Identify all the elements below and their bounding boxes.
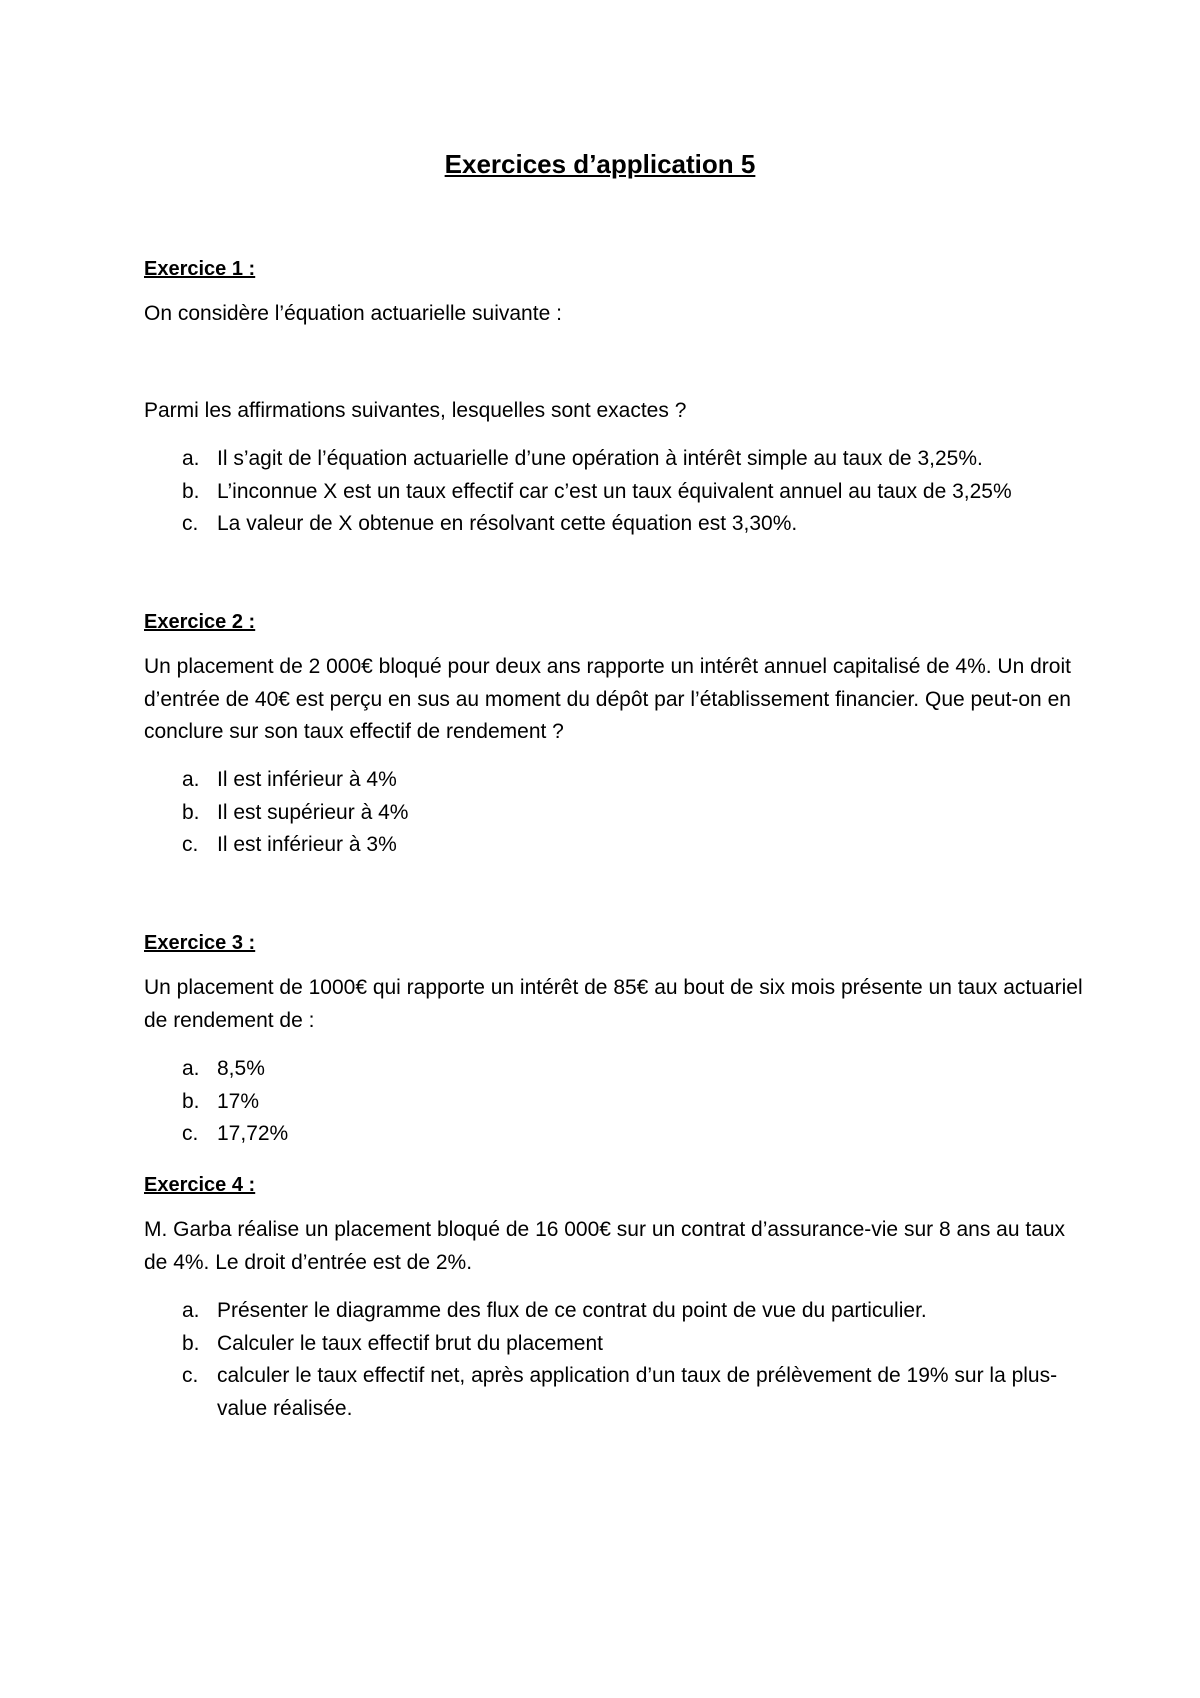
option-marker: a. (182, 447, 200, 470)
exercise-2-paragraph: Un placement de 2 000€ bloqué pour deux ans rapporte un intérêt annuel capitalisé de 4%. Un droit d’entrée de 40€ est perçu en sus au moment du dépôt par l’établissement financier. Que peut-on en conclure sur son taux effectif de rendement ? (144, 655, 1071, 743)
option-text: 17,72% (217, 1122, 289, 1145)
exercise-4-option-c (144, 1360, 1084, 1425)
option-text: Présenter le diagramme des flux de ce contrat du point de vue du particulier. (217, 1299, 927, 1322)
option-text: Calculer le taux effectif brut du placement (217, 1331, 603, 1355)
option-marker: a. (182, 768, 200, 791)
option-marker: a. (182, 1299, 200, 1322)
option-marker: c. (182, 1122, 199, 1145)
exercise-4-paragraph: M. Garba réalise un placement bloqué de 16 000€ sur un contrat d’assurance-vie sur 8 ans au taux de 4%. Le droit d’entrée est de 2%. (144, 1218, 1066, 1274)
exercise-1-question: Parmi les affirmations suivantes, lesquelles sont exactes ? (144, 399, 687, 422)
option-text: calculer le taux effectif net, après application d’un taux de prélèvement de 19% sur la plus-value réalisée. (217, 1364, 1058, 1420)
exercise-1-heading: Exercice 1 : (144, 258, 256, 280)
exercise-2-option-a (144, 764, 1084, 797)
option-text: 17% (217, 1089, 260, 1113)
exercise-1-option-b (144, 476, 1084, 509)
exercise-4-option-b (144, 1328, 1084, 1361)
option-text: Il est inférieur à 3% (217, 833, 397, 856)
exercise-3-option-a (144, 1053, 1084, 1086)
document-title: Exercices d’application 5 (444, 149, 756, 179)
exercise-3-option-b (144, 1086, 1084, 1119)
option-marker: c. (182, 1364, 199, 1387)
option-marker: b. (182, 479, 200, 503)
exercise-3-option-c (144, 1118, 1084, 1151)
exercise-3-options (144, 1053, 1084, 1151)
option-marker: c. (182, 512, 199, 535)
exercise-2-option-b (144, 797, 1084, 830)
option-text: L’inconnue X est un taux effectif car c’est un taux équivalent annuel au taux de 3,25% (217, 479, 1012, 503)
exercise-2-option-c (144, 829, 1084, 862)
exercise-4-option-a (144, 1295, 1084, 1328)
option-marker: b. (182, 800, 200, 824)
exercise-1-option-a (144, 443, 1084, 476)
exercise-2-options (144, 764, 1084, 862)
exercise-1-options (144, 443, 1084, 541)
option-text: Il est inférieur à 4% (217, 768, 397, 791)
exercise-1-intro: On considère l’équation actuarielle suivante : (144, 302, 562, 325)
option-text: 8,5% (217, 1057, 265, 1080)
exercise-3-paragraph: Un placement de 1000€ qui rapporte un intérêt de 85€ au bout de six mois présente un taux actuariel de rendement de : (144, 976, 1083, 1032)
exercise-1-option-c (144, 508, 1084, 541)
option-marker: a. (182, 1057, 200, 1080)
exercise-4-heading: Exercice 4 : (144, 1174, 256, 1196)
option-marker: b. (182, 1089, 200, 1113)
exercise-4-options (144, 1295, 1084, 1425)
exercise-2-heading: Exercice 2 : (144, 611, 256, 633)
option-marker: b. (182, 1331, 200, 1355)
option-text: Il est supérieur à 4% (217, 800, 409, 824)
option-text: La valeur de X obtenue en résolvant cette équation est 3,30%. (217, 512, 798, 535)
option-marker: c. (182, 833, 199, 856)
exercise-3-heading: Exercice 3 : (144, 932, 256, 954)
option-text: Il s’agit de l’équation actuarielle d’une opération à intérêt simple au taux de 3,25%. (217, 447, 983, 470)
